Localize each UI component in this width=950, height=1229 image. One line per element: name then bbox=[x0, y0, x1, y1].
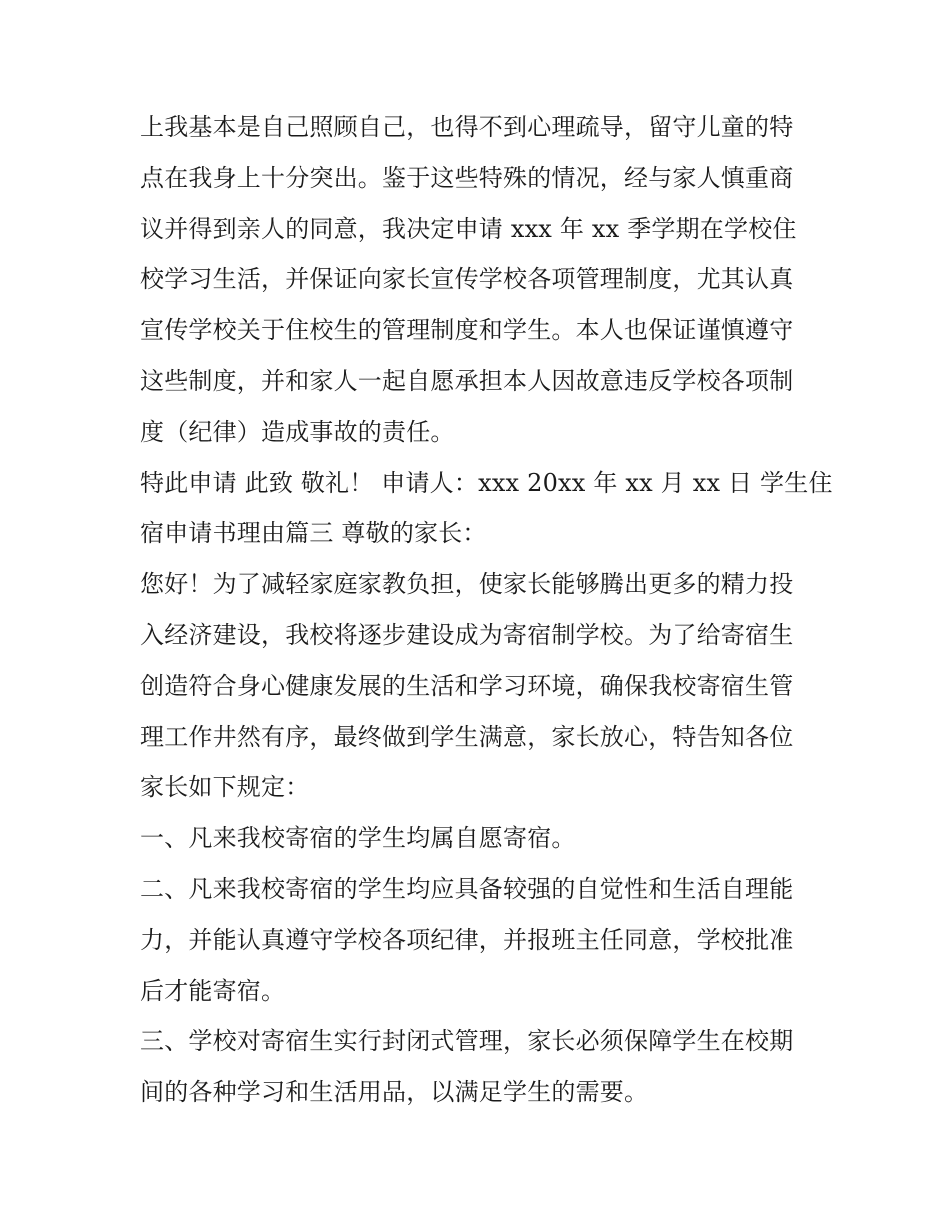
text-line: 力，并能认真遵守学校各项纪律，并报班主任同意，学校批准 bbox=[140, 925, 794, 954]
text-line: 这些制度，并和家人一起自愿承担本人因故意违反学校各项制 bbox=[140, 366, 794, 395]
text-line: 间的各种学习和生活用品，以满足学生的需要。 bbox=[140, 1078, 649, 1107]
text-line: 入经济建设，我校将逐步建设成为寄宿制学校。为了给寄宿生 bbox=[140, 620, 794, 649]
text-line: 三、学校对寄宿生实行封闭式管理，家长必须保障学生在校期 bbox=[140, 1027, 794, 1056]
text-line: 特此申请 此致 敬礼！ 申请人：xxx 20xx 年 xx 月 xx 日 学生住 bbox=[140, 468, 833, 497]
text-line: 后才能寄宿。 bbox=[140, 976, 286, 1005]
text-line: 宿申请书理由篇三 尊敬的家长： bbox=[140, 519, 487, 548]
text-line: 创造符合身心健康发展的生活和学习环境，确保我校寄宿生管 bbox=[140, 671, 794, 700]
text-line: 家长如下规定： bbox=[140, 773, 310, 802]
document-page bbox=[140, 102, 833, 1118]
text-line: 上我基本是自己照顾自己，也得不到心理疏导，留守儿童的特 bbox=[140, 113, 794, 141]
text-line: 一、凡来我校寄宿的学生均属自愿寄宿。 bbox=[140, 824, 576, 853]
text-line: 点在我身上十分突出。鉴于这些特殊的情况，经与家人慎重商 bbox=[140, 163, 794, 192]
text-line: 理工作井然有序，最终做到学生满意，家长放心，特告知各位 bbox=[140, 722, 794, 751]
text-line: 二、凡来我校寄宿的学生均应具备较强的自觉性和生活自理能 bbox=[140, 874, 794, 903]
text-line: 度（纪律）造成事故的责任。 bbox=[140, 417, 455, 446]
text-line: 宣传学校关于住校生的管理制度和学生。本人也保证谨慎遵守 bbox=[140, 316, 794, 345]
text-line: 校学习生活，并保证向家长宣传学校各项管理制度，尤其认真 bbox=[140, 265, 794, 294]
text-line: 议并得到亲人的同意，我决定申请 xxx 年 xx 季学期在学校住 bbox=[140, 214, 797, 243]
text-line: 您好！为了减轻家庭家教负担，使家长能够腾出更多的精力投 bbox=[140, 570, 794, 599]
